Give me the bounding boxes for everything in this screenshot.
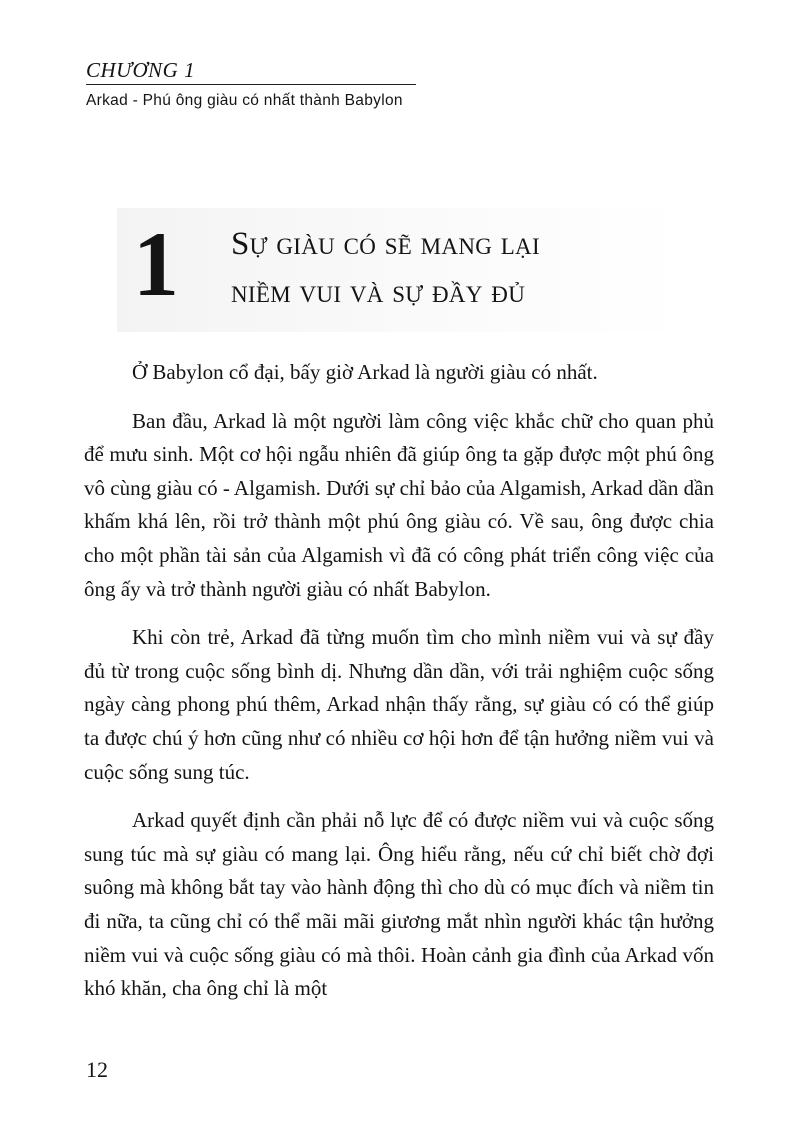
page-number: 12 — [86, 1057, 108, 1082]
body-text — [84, 356, 714, 1021]
paragraph: Arkad quyết định cần phải nỗ lực để có được niềm vui và cuộc sống sung túc mà sự giàu có mang lại. Ông hiểu rằng, nếu cứ chỉ biết chờ đợi suông mà không bắt tay vào hành động thì cho dù có mục đích và niềm tin đi nữa, ta cũng chỉ có thể mãi mãi giương mắt nhìn người khác tận hưởng niềm vui và cuộc sống giàu có mà thôi. Hoàn cảnh gia đình của Arkad vốn khó khăn, cha ông chỉ là một — [84, 808, 714, 1001]
section-number: 1 — [133, 213, 179, 315]
paragraph: Ban đầu, Arkad là một người làm công việc khắc chữ cho quan phủ để mưu sinh. Một cơ hội ngẫu nhiên đã giúp ông ta gặp được một phú ông vô cùng giàu có - Algamish. Dưới sự chỉ bảo của Algamish, Arkad dần dần khấm khá lên, rồi trở thành một phú ông giàu có. Về sau, ông được chia cho một phần tài sản của Algamish vì đã có công phát triển công việc của ông ấy và trở thành người giàu có nhất Babylon. — [84, 408, 714, 601]
paragraph: Ở Babylon cổ đại, bấy giờ Arkad là người giàu có nhất. — [132, 360, 598, 384]
section-heading — [231, 220, 691, 316]
section-heading-line-2: niềm vui và sự đầy đủ — [231, 274, 526, 310]
chapter-title: Arkad - Phú ông giàu có nhất thành Babylon — [86, 92, 403, 109]
section-heading-line-1: Sự giàu có sẽ mang lại — [231, 226, 540, 262]
chapter-label: CHƯƠNG 1 — [86, 58, 416, 85]
paragraph: Khi còn trẻ, Arkad đã từng muốn tìm cho mình niềm vui và sự đầy đủ từ trong cuộc sống bình dị. Nhưng dần dần, với trải nghiệm cuộc sống ngày càng phong phú thêm, Arkad nhận thấy rằng, sự giàu có có thể giúp ta được chú ý hơn cũng như có nhiều cơ hội hơn để tận hưởng niềm vui và cuộc sống sung túc. — [84, 625, 714, 784]
running-header — [86, 58, 416, 111]
